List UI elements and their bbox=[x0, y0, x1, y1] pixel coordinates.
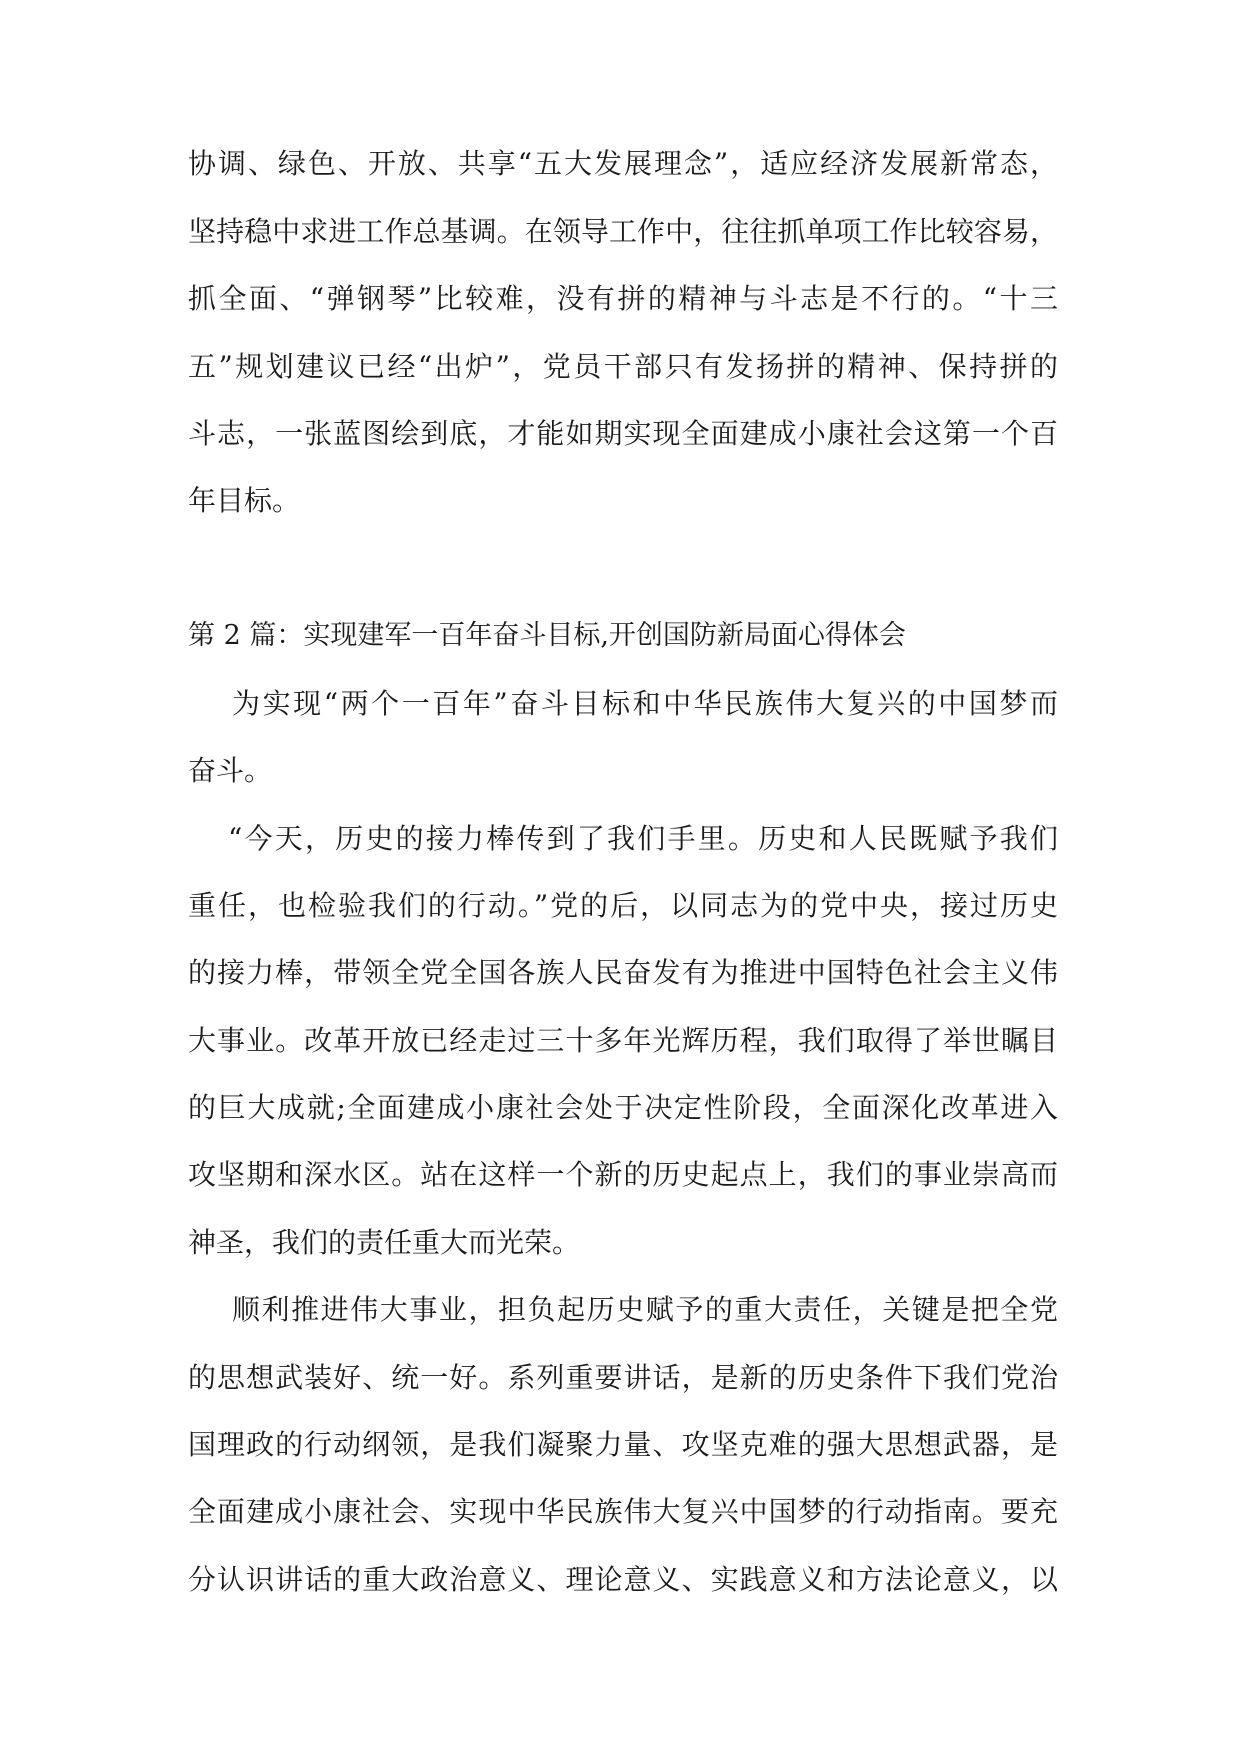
text-line: 五”规划建议已经“出炉”，党员干部只有发扬拼的精神、保持拼的 bbox=[188, 350, 1058, 383]
text-line: 大事业。改革开放已经走过三十多年光辉历程，我们取得了举世瞩目 bbox=[188, 1024, 1058, 1057]
text-line: 分认识讲话的重大政治意义、理论意义、实践意义和方法论意义，以 bbox=[188, 1563, 1058, 1596]
text-line: 国理政的行动纲领，是我们凝聚力量、攻坚克难的强大思想武器，是 bbox=[188, 1428, 1058, 1461]
text-line: 协调、绿色、开放、共享“五大发展理念”，适应经济发展新常态， bbox=[188, 147, 1058, 180]
text-line: “今天，历史的接力棒传到了我们手里。历史和人民既赋予我们 bbox=[228, 822, 1058, 855]
section-heading: 第 2 篇：实现建军一百年奋斗目标,开创国防新局面心得体会 bbox=[188, 620, 906, 651]
text-line: 为实现“两个一百年”奋斗目标和中华民族伟大复兴的中国梦而 bbox=[232, 687, 1058, 720]
text-line: 全面建成小康社会、实现中华民族伟大复兴中国梦的行动指南。要充 bbox=[188, 1495, 1058, 1528]
text-line: 抓全面、“弹钢琴”比较难，没有拼的精神与斗志是不行的。“十三 bbox=[188, 282, 1058, 315]
text-line: 攻坚期和深水区。站在这样一个新的历史起点上，我们的事业崇高而 bbox=[188, 1158, 1058, 1191]
text-line: 重任，也检验我们的行动。”党的后，以同志为的党中央，接过历史 bbox=[188, 889, 1058, 922]
text-line: 的接力棒，带领全党全国各族人民奋发有为推进中国特色社会主义伟 bbox=[188, 956, 1058, 989]
text-line: 的巨大成就;全面建成小康社会处于决定性阶段，全面深化改革进入 bbox=[188, 1091, 1058, 1124]
text-line: 坚持稳中求进工作总基调。在领导工作中，往往抓单项工作比较容易， bbox=[188, 215, 1058, 248]
text-line: 顺利推进伟大事业，担负起历史赋予的重大责任，关键是把全党 bbox=[232, 1293, 1058, 1326]
text-line: 神圣，我们的责任重大而光荣。 bbox=[188, 1226, 581, 1259]
text-line: 的思想武装好、统一好。系列重要讲话，是新的历史条件下我们党治 bbox=[188, 1361, 1058, 1394]
text-line: 奋斗。 bbox=[188, 754, 273, 787]
text-line: 斗志，一张蓝图绘到底，才能如期实现全面建成小康社会这第一个百 bbox=[188, 417, 1058, 450]
text-line: 年目标。 bbox=[188, 484, 301, 517]
